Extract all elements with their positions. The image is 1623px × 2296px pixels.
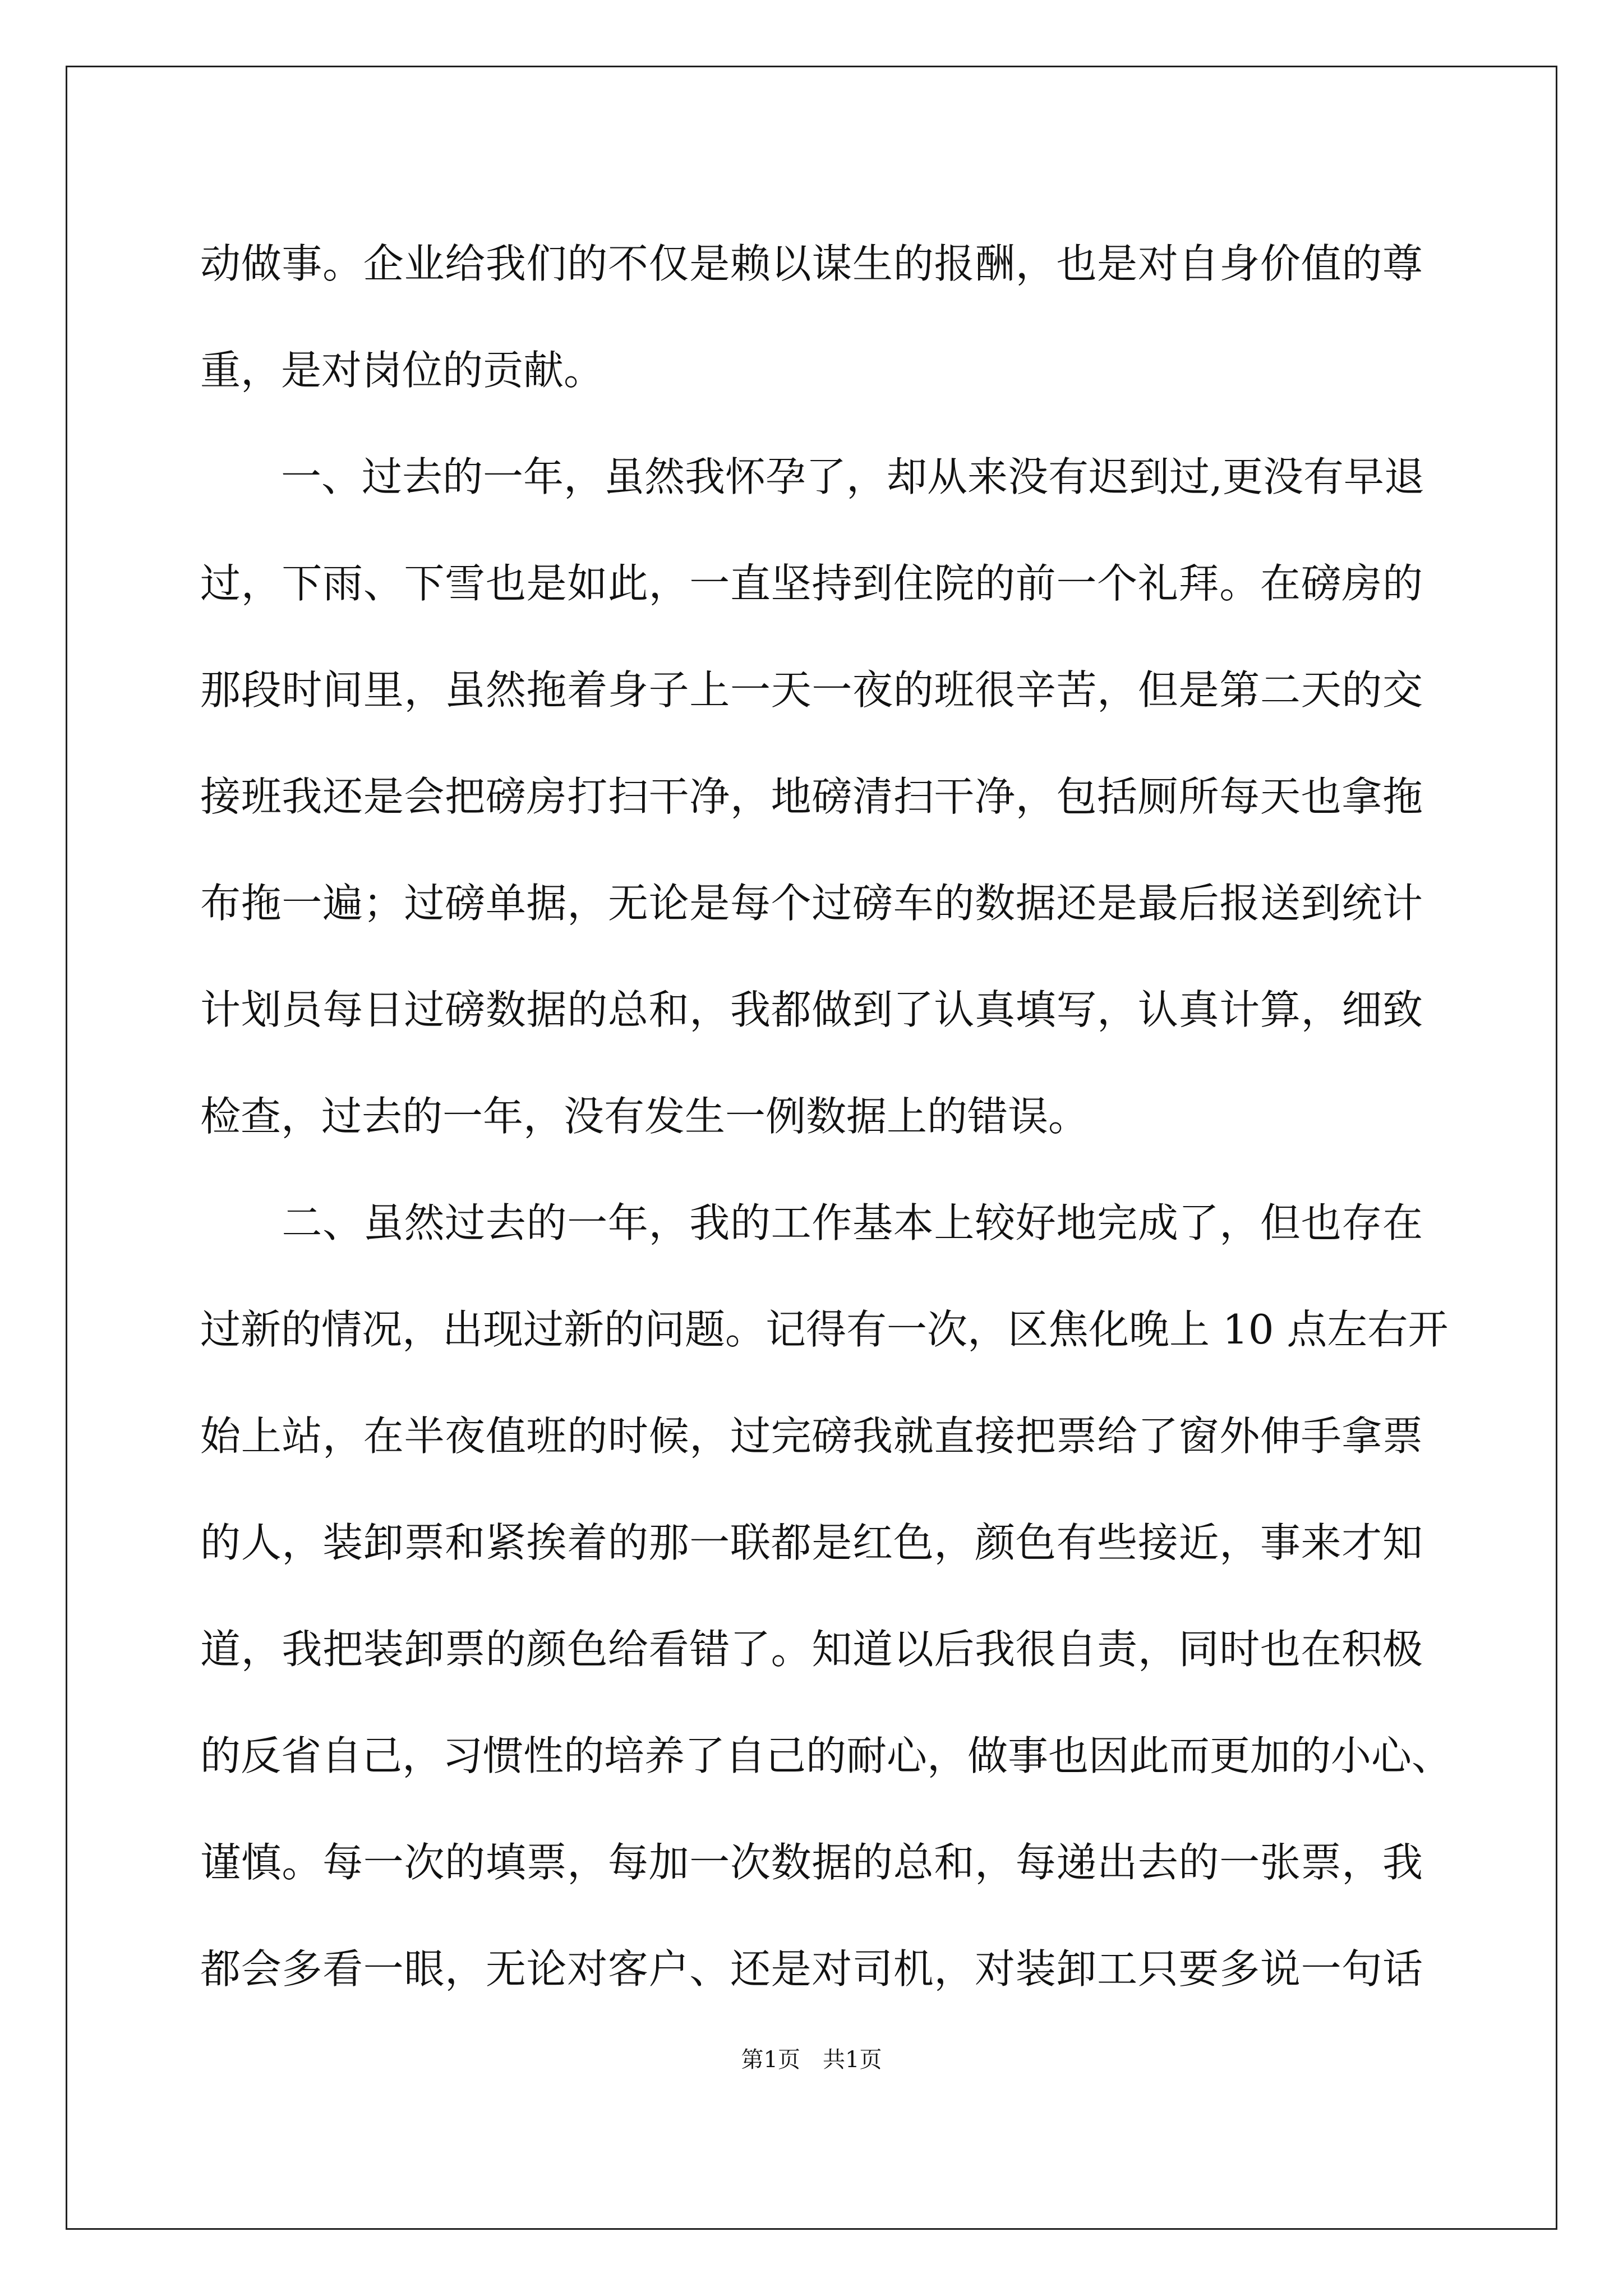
text-line: 道，我把装卸票的颜色给看错了。知道以后我很自责，同时也在积极 (200, 1626, 1423, 1673)
text-line: 计划员每日过磅数据的总和，我都做到了认真填写，认真计算，细致 (200, 986, 1423, 1033)
text-line: 都会多看一眼，无论对客户、还是对司机，对装卸工只要多说一句话 (200, 1945, 1423, 1993)
text-line: 过新的情况，出现过新的问题。记得有一次，区焦化晚上 10 点左右开 (200, 1306, 1449, 1353)
text-line: 始上站，在半夜值班的时候，过完磅我就直接把票给了窗外伸手拿票 (200, 1412, 1423, 1460)
text-line: 动做事。企业给我们的不仅是赖以谋生的报酬，也是对自身价值的尊 (200, 240, 1423, 287)
page-footer: 第1页 共1页 (741, 2047, 882, 2073)
text-line: 重，是对岗位的贡献。 (200, 347, 605, 394)
text-line: 过，下雨、下雪也是如此，一直坚持到住院的前一个礼拜。在磅房的 (200, 560, 1423, 607)
text-line: 那段时间里，虽然拖着身子上一天一夜的班很辛苦，但是第二天的交 (200, 666, 1423, 714)
document-body (200, 210, 1453, 2022)
text-line: 二、虽然过去的一年，我的工作基本上较好地完成了，但也存在 (200, 1199, 1423, 1246)
text-line: 谨慎。每一次的填票，每加一次数据的总和，每递出去的一张票，我 (200, 1839, 1423, 1886)
text-line: 的反省自己，习惯性的培养了自己的耐心，做事也因此而更加的小心、 (200, 1732, 1453, 1779)
text-line: 检查，过去的一年，没有发生一例数据上的错误。 (200, 1093, 1089, 1140)
text-line: 布拖一遍；过磅单据，无论是每个过磅车的数据还是最后报送到统计 (200, 880, 1423, 927)
text-line: 一、过去的一年，虽然我怀孕了，却从来没有迟到过,更没有早退 (200, 453, 1424, 500)
text-line: 接班我还是会把磅房打扫干净，地磅清扫干净，包括厕所每天也拿拖 (200, 773, 1423, 820)
text-line: 的人，装卸票和紧挨着的那一联都是红色，颜色有些接近，事来才知 (200, 1519, 1423, 1566)
